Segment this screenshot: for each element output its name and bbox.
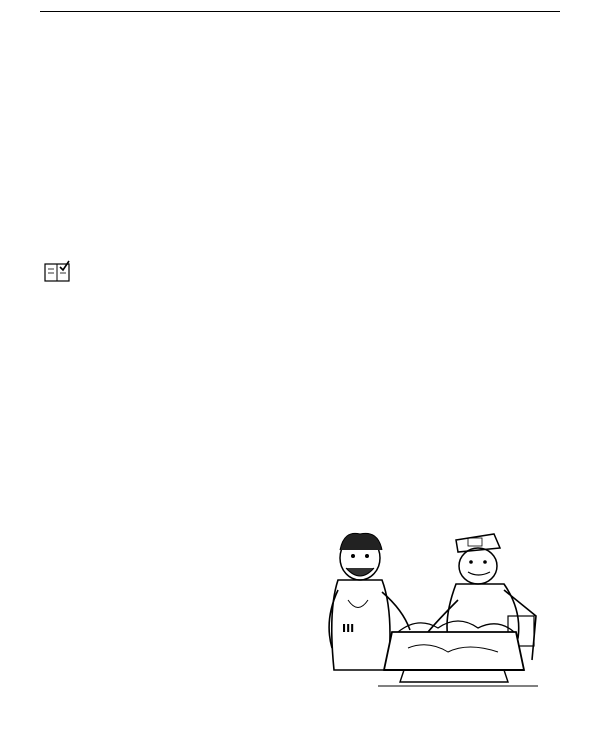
vocabulary-note (44, 260, 560, 282)
svg-text:III: III (342, 622, 355, 635)
customs-inspection-illustration (308, 520, 548, 690)
book-check-icon (44, 260, 70, 282)
running-header (40, 8, 560, 12)
